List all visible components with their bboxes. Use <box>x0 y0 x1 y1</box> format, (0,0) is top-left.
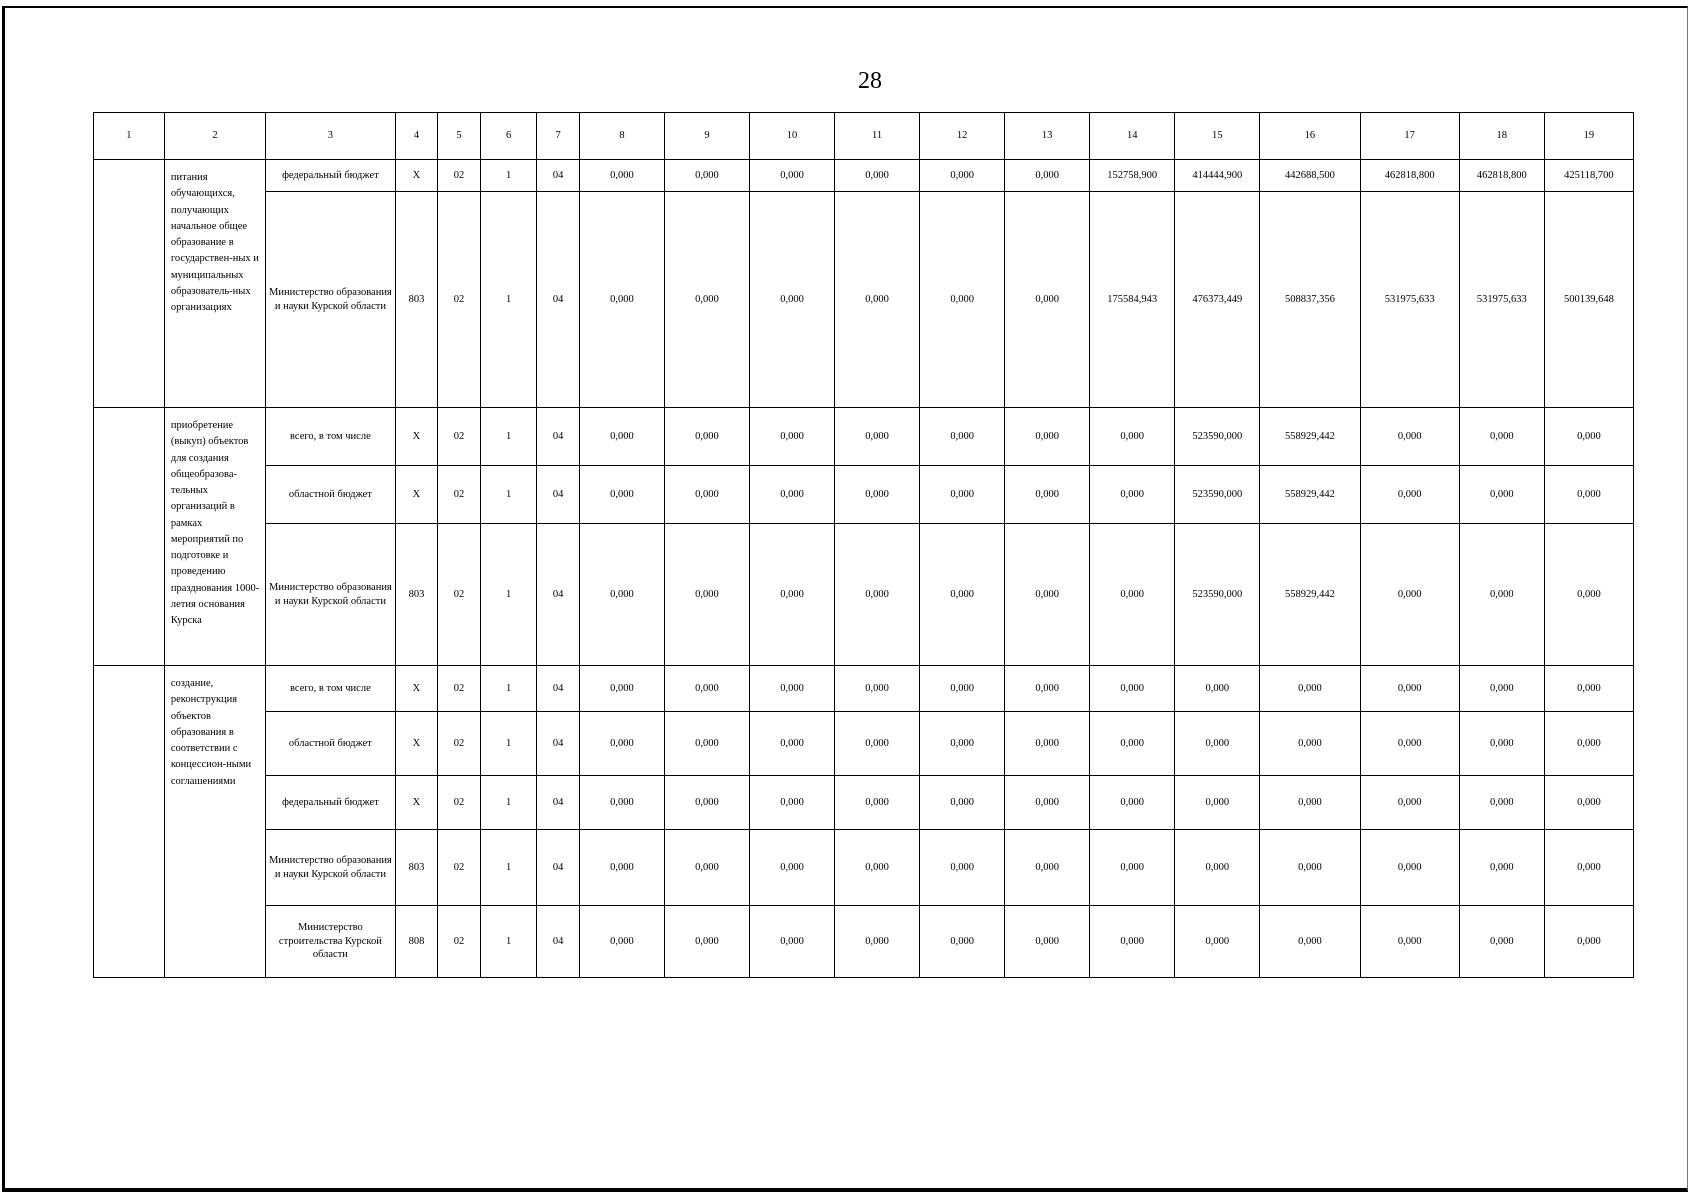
value-cell: 0,000 <box>1360 712 1459 776</box>
code-program: 1 <box>480 466 537 524</box>
column-header: 18 <box>1459 113 1544 160</box>
value-cell: 0,000 <box>835 192 920 408</box>
value-cell: 0,000 <box>920 776 1005 830</box>
value-cell: 0,000 <box>835 712 920 776</box>
value-cell: 175584,943 <box>1090 192 1175 408</box>
value-cell: 0,000 <box>1459 666 1544 712</box>
value-cell: 0,000 <box>1005 906 1090 978</box>
value-cell: 0,000 <box>835 830 920 906</box>
value-cell: 0,000 <box>1090 666 1175 712</box>
code-grbs: X <box>395 160 438 192</box>
table-row <box>94 830 1634 906</box>
value-cell: 0,000 <box>1544 666 1633 712</box>
code-program: 1 <box>480 160 537 192</box>
funding-source: Министерство образования и науки Курской области <box>266 524 396 666</box>
value-cell: 0,000 <box>1360 776 1459 830</box>
value-cell: 0,000 <box>920 524 1005 666</box>
page-number: 28 <box>858 68 882 94</box>
value-cell: 0,000 <box>1360 524 1459 666</box>
code-section: 02 <box>438 776 481 830</box>
column-header: 11 <box>835 113 920 160</box>
value-cell: 0,000 <box>579 712 664 776</box>
funding-source: всего, в том числе <box>266 408 396 466</box>
code-program: 1 <box>480 524 537 666</box>
value-cell: 0,000 <box>750 666 835 712</box>
column-header: 8 <box>579 113 664 160</box>
value-cell: 0,000 <box>1005 712 1090 776</box>
code-program: 1 <box>480 666 537 712</box>
value-cell: 0,000 <box>920 192 1005 408</box>
column-header: 7 <box>537 113 580 160</box>
value-cell: 0,000 <box>664 776 749 830</box>
value-cell: 558929,442 <box>1260 466 1360 524</box>
code-section: 02 <box>438 408 481 466</box>
code-grbs: 803 <box>395 830 438 906</box>
value-cell: 462818,800 <box>1360 160 1459 192</box>
column-header: 14 <box>1090 113 1175 160</box>
value-cell: 0,000 <box>750 776 835 830</box>
value-cell: 0,000 <box>1005 408 1090 466</box>
code-program: 1 <box>480 906 537 978</box>
value-cell: 0,000 <box>1175 666 1260 712</box>
value-cell: 0,000 <box>1360 666 1459 712</box>
value-cell: 558929,442 <box>1260 408 1360 466</box>
value-cell: 500139,648 <box>1544 192 1633 408</box>
value-cell: 0,000 <box>920 830 1005 906</box>
column-header: 6 <box>480 113 537 160</box>
code-program: 1 <box>480 192 537 408</box>
code-subprogram: 04 <box>537 830 580 906</box>
value-cell: 0,000 <box>1544 466 1633 524</box>
value-cell: 0,000 <box>920 666 1005 712</box>
column-header: 1 <box>94 113 165 160</box>
code-section: 02 <box>438 524 481 666</box>
value-cell: 0,000 <box>1360 830 1459 906</box>
value-cell: 0,000 <box>664 524 749 666</box>
value-cell: 0,000 <box>1090 830 1175 906</box>
code-section: 02 <box>438 906 481 978</box>
value-cell: 0,000 <box>750 906 835 978</box>
value-cell: 0,000 <box>1175 776 1260 830</box>
value-cell: 0,000 <box>1005 830 1090 906</box>
value-cell: 0,000 <box>1005 524 1090 666</box>
value-cell: 0,000 <box>1090 906 1175 978</box>
value-cell: 0,000 <box>1090 524 1175 666</box>
column-header: 15 <box>1175 113 1260 160</box>
table-row <box>94 712 1634 776</box>
funding-source: всего, в том числе <box>266 666 396 712</box>
value-cell: 0,000 <box>1459 906 1544 978</box>
column-header: 19 <box>1544 113 1633 160</box>
value-cell: 0,000 <box>1005 160 1090 192</box>
value-cell: 0,000 <box>1459 776 1544 830</box>
value-cell: 0,000 <box>1005 776 1090 830</box>
value-cell: 462818,800 <box>1459 160 1544 192</box>
value-cell: 0,000 <box>835 906 920 978</box>
value-cell: 0,000 <box>579 524 664 666</box>
code-grbs: X <box>395 466 438 524</box>
value-cell: 0,000 <box>579 666 664 712</box>
value-cell: 0,000 <box>835 776 920 830</box>
value-cell: 531975,633 <box>1459 192 1544 408</box>
value-cell: 0,000 <box>750 408 835 466</box>
value-cell: 0,000 <box>1175 906 1260 978</box>
column-header: 5 <box>438 113 481 160</box>
value-cell: 0,000 <box>1544 524 1633 666</box>
funding-source: федеральный бюджет <box>266 776 396 830</box>
value-cell: 0,000 <box>579 160 664 192</box>
value-cell: 0,000 <box>1360 906 1459 978</box>
code-grbs: 808 <box>395 906 438 978</box>
value-cell: 0,000 <box>1459 466 1544 524</box>
code-section: 02 <box>438 466 481 524</box>
value-cell: 0,000 <box>750 830 835 906</box>
value-cell: 0,000 <box>750 466 835 524</box>
column-header: 2 <box>164 113 265 160</box>
value-cell: 0,000 <box>664 830 749 906</box>
activity-description: приобретение (выкуп) объектов для создания общеобразова-тельных организаций в рамках мероприятий по подготовке и проведению празднования 1000-летия основания Курска <box>164 408 265 666</box>
table-row <box>94 776 1634 830</box>
value-cell: 0,000 <box>579 408 664 466</box>
column-header: 13 <box>1005 113 1090 160</box>
code-subprogram: 04 <box>537 776 580 830</box>
value-cell: 0,000 <box>1090 776 1175 830</box>
code-program: 1 <box>480 712 537 776</box>
value-cell: 523590,000 <box>1175 524 1260 666</box>
value-cell: 414444,900 <box>1175 160 1260 192</box>
code-subprogram: 04 <box>537 160 580 192</box>
value-cell: 0,000 <box>1090 466 1175 524</box>
activity-description: питания обучающихся, получающих начальное общее образование в государствен-ных и муниципальных образователь-ных организациях <box>164 160 265 408</box>
value-cell: 0,000 <box>664 160 749 192</box>
funding-source: федеральный бюджет <box>266 160 396 192</box>
value-cell: 0,000 <box>750 160 835 192</box>
table-row <box>94 666 1634 712</box>
code-subprogram: 04 <box>537 524 580 666</box>
code-section: 02 <box>438 192 481 408</box>
value-cell: 0,000 <box>1544 906 1633 978</box>
code-grbs: X <box>395 776 438 830</box>
code-grbs: X <box>395 666 438 712</box>
value-cell: 508837,356 <box>1260 192 1360 408</box>
value-cell: 0,000 <box>750 192 835 408</box>
value-cell: 0,000 <box>664 408 749 466</box>
value-cell: 0,000 <box>579 830 664 906</box>
value-cell: 0,000 <box>1260 776 1360 830</box>
table-row <box>94 192 1634 408</box>
value-cell: 0,000 <box>1544 776 1633 830</box>
column-header: 10 <box>750 113 835 160</box>
value-cell: 0,000 <box>835 408 920 466</box>
value-cell: 0,000 <box>1090 408 1175 466</box>
code-grbs: 803 <box>395 524 438 666</box>
value-cell: 0,000 <box>920 466 1005 524</box>
code-section: 02 <box>438 712 481 776</box>
header-row <box>94 113 1634 160</box>
code-subprogram: 04 <box>537 712 580 776</box>
value-cell: 425118,700 <box>1544 160 1633 192</box>
value-cell: 0,000 <box>1544 408 1633 466</box>
activity-description: создание, реконструкция объектов образования в соответствии с концессион-ными соглашениями <box>164 666 265 978</box>
value-cell: 0,000 <box>1260 830 1360 906</box>
column-header: 17 <box>1360 113 1459 160</box>
code-program: 1 <box>480 776 537 830</box>
table-row <box>94 408 1634 466</box>
code-grbs: X <box>395 408 438 466</box>
code-grbs: 803 <box>395 192 438 408</box>
code-subprogram: 04 <box>537 666 580 712</box>
value-cell: 0,000 <box>1175 830 1260 906</box>
value-cell: 442688,500 <box>1260 160 1360 192</box>
table-row <box>94 906 1634 978</box>
value-cell: 476373,449 <box>1175 192 1260 408</box>
value-cell: 152758,900 <box>1090 160 1175 192</box>
value-cell: 0,000 <box>920 408 1005 466</box>
value-cell: 0,000 <box>1260 906 1360 978</box>
value-cell: 0,000 <box>579 466 664 524</box>
value-cell: 523590,000 <box>1175 408 1260 466</box>
value-cell: 0,000 <box>835 524 920 666</box>
funding-source: областной бюджет <box>266 466 396 524</box>
funding-source: Министерство образования и науки Курской области <box>266 830 396 906</box>
value-cell: 558929,442 <box>1260 524 1360 666</box>
value-cell: 523590,000 <box>1175 466 1260 524</box>
table-row <box>94 160 1634 192</box>
code-subprogram: 04 <box>537 192 580 408</box>
value-cell: 0,000 <box>1459 830 1544 906</box>
code-program: 1 <box>480 408 537 466</box>
column-header: 16 <box>1260 113 1360 160</box>
value-cell: 0,000 <box>1005 466 1090 524</box>
value-cell: 0,000 <box>1459 712 1544 776</box>
code-subprogram: 04 <box>537 466 580 524</box>
value-cell: 0,000 <box>579 192 664 408</box>
code-grbs: X <box>395 712 438 776</box>
group-number-cell <box>94 160 165 408</box>
value-cell: 0,000 <box>1005 192 1090 408</box>
value-cell: 0,000 <box>920 712 1005 776</box>
value-cell: 0,000 <box>1544 712 1633 776</box>
value-cell: 0,000 <box>750 524 835 666</box>
code-section: 02 <box>438 160 481 192</box>
value-cell: 0,000 <box>1260 712 1360 776</box>
value-cell: 0,000 <box>835 466 920 524</box>
value-cell: 0,000 <box>664 466 749 524</box>
value-cell: 0,000 <box>664 712 749 776</box>
column-header: 4 <box>395 113 438 160</box>
column-header: 9 <box>664 113 749 160</box>
value-cell: 0,000 <box>664 666 749 712</box>
value-cell: 0,000 <box>1459 408 1544 466</box>
code-program: 1 <box>480 830 537 906</box>
budget-table <box>93 112 1634 978</box>
code-subprogram: 04 <box>537 408 580 466</box>
funding-source: областной бюджет <box>266 712 396 776</box>
column-header: 12 <box>920 113 1005 160</box>
value-cell: 0,000 <box>1005 666 1090 712</box>
code-section: 02 <box>438 666 481 712</box>
column-header: 3 <box>266 113 396 160</box>
value-cell: 0,000 <box>1260 666 1360 712</box>
value-cell: 0,000 <box>664 192 749 408</box>
value-cell: 0,000 <box>579 776 664 830</box>
funding-source: Министерство образования и науки Курской области <box>266 192 396 408</box>
value-cell: 0,000 <box>1459 524 1544 666</box>
group-number-cell <box>94 408 165 666</box>
value-cell: 0,000 <box>835 160 920 192</box>
value-cell: 531975,633 <box>1360 192 1459 408</box>
value-cell: 0,000 <box>920 906 1005 978</box>
value-cell: 0,000 <box>920 160 1005 192</box>
value-cell: 0,000 <box>1360 408 1459 466</box>
code-subprogram: 04 <box>537 906 580 978</box>
code-section: 02 <box>438 830 481 906</box>
table-row <box>94 524 1634 666</box>
value-cell: 0,000 <box>1090 712 1175 776</box>
value-cell: 0,000 <box>1544 830 1633 906</box>
table-row <box>94 466 1634 524</box>
value-cell: 0,000 <box>835 666 920 712</box>
value-cell: 0,000 <box>664 906 749 978</box>
value-cell: 0,000 <box>579 906 664 978</box>
funding-source: Министерство строительства Курской области <box>266 906 396 978</box>
value-cell: 0,000 <box>1360 466 1459 524</box>
value-cell: 0,000 <box>1175 712 1260 776</box>
value-cell: 0,000 <box>750 712 835 776</box>
group-number-cell <box>94 666 165 978</box>
